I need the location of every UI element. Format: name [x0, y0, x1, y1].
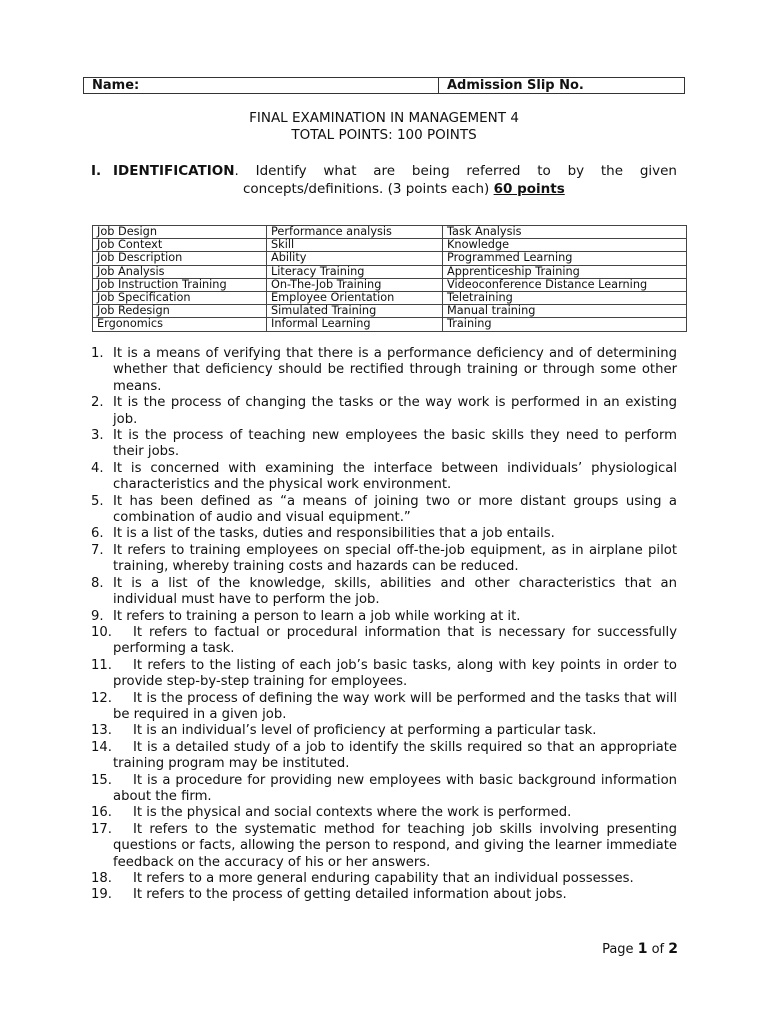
instruction-text-2: concepts/definitions. (3 points each): [243, 181, 490, 197]
question-number: 18.: [91, 871, 112, 886]
question-text: It has been defined as “a means of joining two or more distant groups using a combination of audio and visual equipment.”: [113, 493, 677, 526]
terms-table: [92, 225, 687, 332]
list-item: [91, 609, 677, 625]
page-word: Page: [602, 942, 634, 957]
list-item: [91, 805, 677, 821]
term-cell: Job Redesign: [93, 305, 267, 318]
question-text: It refers to factual or procedural information that is necessary for successfully performing a task.: [113, 624, 677, 657]
question-number: 2.: [91, 395, 104, 411]
section-number: I.: [91, 163, 102, 179]
list-item: [91, 625, 677, 658]
question-text: It refers to training a person to learn a job while working at it.: [113, 608, 521, 624]
list-item: [91, 576, 677, 609]
term-cell: Ergonomics: [93, 318, 267, 331]
list-item: [91, 887, 677, 903]
question-text: It refers to the listing of each job’s basic tasks, along with key points in order to provide step-by-step training for employees.: [113, 657, 677, 690]
term-cell: Skill: [267, 239, 443, 252]
term-cell: Simulated Training: [267, 305, 443, 318]
term-cell: Training: [443, 318, 687, 331]
list-item: [91, 395, 677, 428]
term-cell: Videoconference Distance Learning: [443, 278, 687, 291]
list-item: [91, 740, 677, 773]
question-number: 16.: [91, 805, 112, 821]
list-item: [91, 461, 677, 494]
list-item: [91, 773, 677, 806]
table-row: [93, 226, 687, 239]
question-text: It is the process of defining the way work will be performed and the tasks that will be required in a given job.: [113, 690, 677, 722]
question-number: 14.: [91, 739, 112, 755]
list-item: [91, 822, 677, 871]
instruction-line-2: [243, 180, 565, 198]
list-item: [91, 723, 677, 739]
question-number: 19.: [91, 887, 112, 903]
term-cell: Performance analysis: [267, 226, 443, 239]
question-number: 10.: [91, 624, 112, 640]
question-number: 9.: [91, 608, 104, 624]
term-cell: Job Specification: [93, 292, 267, 305]
instruction-line-1: [113, 162, 677, 180]
list-item: [91, 346, 677, 395]
question-number: 17.: [91, 821, 112, 837]
list-item: [91, 691, 677, 724]
question-text: It is a detailed study of a job to identify the skills required so that an appropriate training program may be instituted.: [113, 739, 677, 772]
total-points: TOTAL POINTS: 100 POINTS: [291, 127, 477, 143]
question-text: It is a procedure for providing new employees with basic background information about the firm.: [113, 772, 677, 804]
list-item: [91, 543, 677, 576]
exam-title: FINAL EXAMINATION IN MANAGEMENT 4: [249, 110, 519, 126]
list-item: [91, 526, 677, 542]
question-number: 3.: [91, 428, 104, 444]
page-number: [602, 941, 678, 958]
term-cell: On-The-Job Training: [267, 278, 443, 291]
question-list: [91, 346, 677, 904]
term-cell: Knowledge: [443, 239, 687, 252]
term-cell: Employee Orientation: [267, 292, 443, 305]
term-cell: Job Instruction Training: [93, 278, 267, 291]
question-number: 8.: [91, 575, 104, 591]
question-number: 15.: [91, 772, 112, 788]
question-number: 7.: [91, 542, 104, 558]
table-row: [93, 318, 687, 331]
table-row: [93, 265, 687, 278]
question-text: It is a list of the knowledge, skills, abilities and other characteristics that an individual must have to perform the job.: [113, 575, 677, 608]
question-number: 5.: [91, 493, 104, 509]
question-text: It is the process of changing the tasks or the way work is performed in an existing job.: [113, 395, 677, 427]
name-field[interactable]: Name:: [84, 78, 439, 94]
question-text: It is the physical and social contexts where the work is performed.: [133, 805, 572, 821]
current-page: 1: [637, 941, 648, 957]
admission-slip-field[interactable]: Admission Slip No.: [439, 78, 685, 94]
term-cell: Job Analysis: [93, 265, 267, 278]
instruction-text-1: . Identify what are being referred to by the given: [234, 163, 677, 179]
student-info-table: [83, 77, 685, 94]
list-item: [91, 494, 677, 527]
term-cell: Job Context: [93, 239, 267, 252]
term-cell: Manual training: [443, 305, 687, 318]
question-number: 13.: [91, 723, 112, 739]
list-item: [91, 658, 677, 691]
question-text: It refers to the process of getting detailed information about jobs.: [133, 887, 567, 903]
question-text: It refers to training employees on special off-the-job equipment, as in airplane pilot training, whereby training costs and hazards can be reduced.: [113, 542, 677, 575]
question-text: It is concerned with examining the interface between individuals’ physiological characteristics and the physical work environment.: [113, 460, 677, 493]
question-number: 11.: [91, 657, 112, 673]
list-item: [91, 871, 677, 887]
table-row: [93, 305, 687, 318]
question-number: 12.: [91, 690, 112, 706]
list-item: [91, 428, 677, 461]
term-cell: Job Design: [93, 226, 267, 239]
term-cell: Teletraining: [443, 292, 687, 305]
question-number: 4.: [91, 460, 104, 476]
question-text: It refers to the systematic method for teaching job skills involving presenting questions or facts, allowing the person to respond, and giving the learner immediate feedback on the accuracy of his or her answers.: [113, 821, 677, 870]
table-row: [93, 278, 687, 291]
of-word: of: [651, 942, 665, 957]
question-text: It is an individual’s level of proficiency at performing a particular task.: [133, 723, 597, 739]
question-text: It refers to a more general enduring capability that an individual possesses.: [133, 871, 634, 886]
question-number: 6.: [91, 526, 104, 542]
term-cell: Programmed Learning: [443, 252, 687, 265]
term-cell: Apprenticeship Training: [443, 265, 687, 278]
term-cell: Job Description: [93, 252, 267, 265]
question-number: 1.: [91, 346, 104, 361]
table-row: [93, 239, 687, 252]
term-cell: Ability: [267, 252, 443, 265]
term-cell: Informal Learning: [267, 318, 443, 331]
term-cell: Task Analysis: [443, 226, 687, 239]
question-text: It is a list of the tasks, duties and responsibilities that a job entails.: [113, 526, 555, 542]
question-text: It is a means of verifying that there is a performance deficiency and of determining whether that deficiency should be rectified through training or through some other means.: [113, 346, 677, 394]
table-row: [93, 252, 687, 265]
section-points: 60 points: [493, 181, 565, 197]
total-pages: 2: [668, 941, 678, 957]
section-heading: IDENTIFICATION: [113, 163, 235, 179]
term-cell: Literacy Training: [267, 265, 443, 278]
question-text: It is the process of teaching new employees the basic skills they need to perform their jobs.: [113, 428, 677, 460]
table-row: [93, 292, 687, 305]
